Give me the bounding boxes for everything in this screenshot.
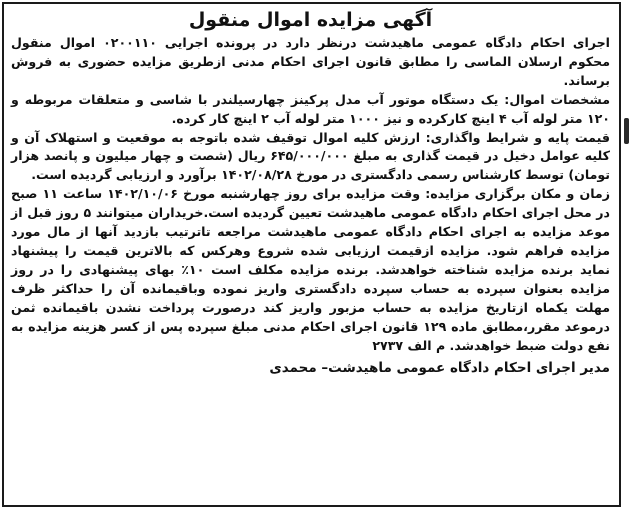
signature-line: مدیر اجرای احکام دادگاه عمومی ماهیدشت– محمدی <box>269 360 610 377</box>
base-price-paragraph: قیمت پایه و شرایط واگذاری: ارزش کلیه اموال توقیف شده باتوجه به موقعیت و استهلاک آن و کلیه عوامل دخیل در قیمت گذاری به مبلغ ۶۴۵/۰۰۰/۰۰۰ ریال (شصت و چهار میلیون و پانصد هزار تومان) توسط کارشناس رسمی دادگستری در مورخ ۱۴۰۲/۰۸/۲۸ برآورد و ارزیابی گردیده است. <box>11 129 610 183</box>
time-place-paragraph: زمان و مکان برگزاری مزایده: وقت مزایده برای روز چهارشنبه مورخ ۱۴۰۲/۱۰/۰۶ ساعت ۱۱ صبح در محل اجرای احکام دادگاه عمومی ماهیدشت تعیین گردیده است.خریداران میتوانند ۵ روز قبل از موعد مزایده به اجرای احکام دادگاه عمومی ماهیدشت مراجعه تاترتیب بازدید آنها از مال مورد مزایده فراهم شود. مزایده ازقیمت ارزیابی شده شروع وهرکس که بالاترین قیمت را پیشنهاد نماید برنده مزایده شناخته خواهدشد. برنده مزایده مکلف است ۱۰٪ بهای پیشنهادی را در روز مزایده بعنوان سپرده به حساب سپرده دادگستری واریز نموده وباقیمانده آن را حداکثر ظرف مهلت یکماه ازتاریخ مزایده به حساب مزبور واریز کند درصورت پرداخت نشدن باقیمانده ثمن درموعد مقرر،مطابق ماده ۱۲۹ قانون اجرای احکام مدنی مبلغ سپرده پس از کسر هزینه مزایده به نفع دولت ضبط خواهدشد. م الف ۲۷۳۷ <box>11 186 611 353</box>
edge-mark <box>624 118 629 144</box>
notice-title: آگهی مزایده اموال منقول <box>188 9 433 31</box>
notice-body <box>11 34 610 355</box>
property-specs-paragraph: مشخصات اموال: یک دستگاه موتور آب مدل پرکینز چهارسیلندر با شاسی و متعلقات مربوطه و ۱۲۰ متر لوله آب ۴ اینچ کارکرده و نیز ۱۰۰۰ متر لوله آب ۲ اینچ کار کرده. <box>11 91 610 126</box>
auction-notice <box>2 2 621 507</box>
intro-paragraph: اجرای احکام دادگاه عمومی ماهیدشت درنظر دارد در پرونده اجرایی ۰۲۰۰۱۱۰ اموال منقول محکوم ارسلان الماسی را مطابق قانون اجرای احکام مدنی ازطریق مزایده حضوری به فروش برساند. <box>11 35 610 88</box>
